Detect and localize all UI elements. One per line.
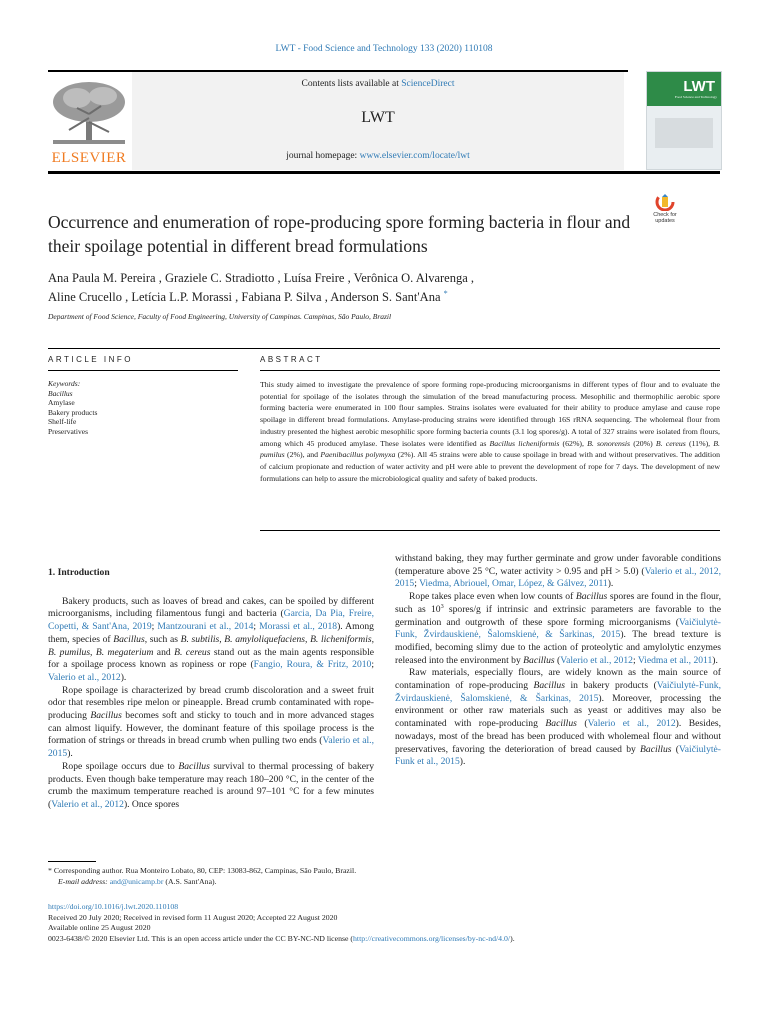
received-dates: Received 20 July 2020; Received in revised form 11 August 2020; Accepted 22 August 2020	[48, 912, 338, 922]
citation-link[interactable]: Valerio et al., 2012, 2015	[395, 565, 721, 590]
citation-link[interactable]: Garcia, Da Pia, Freire, Copetti, & Sant'Ana, 2019	[48, 608, 374, 633]
homepage-prefix: journal homepage:	[286, 151, 360, 161]
abstract-text	[260, 379, 720, 484]
intro-left-column	[48, 567, 374, 812]
email-label: E-mail address:	[58, 876, 110, 886]
license-prefix: 0023-6438/© 2020 Elsevier Ltd. This is an open access article under the CC BY-NC-ND license (	[48, 933, 354, 943]
abstract-species: B. sonorensis	[587, 438, 631, 448]
citation-link[interactable]: Valerio et al., 2012	[560, 654, 633, 666]
abstract-part: (2%). All 45 strains were able to cause spoilage in bread with and without preservatives. The addition of calcium propionate and reduction of water activity and pH were able to prevent the development of rope for 7 days. The development of new formulations can help to assure the microbiological quality and safety of baked products.	[260, 450, 721, 483]
keyword-item: Amylase	[48, 398, 75, 408]
abstract-part: (11%),	[685, 438, 714, 448]
cover-image	[655, 118, 713, 148]
check-for-line2: updates	[655, 218, 675, 224]
check-for-updates-badge[interactable]	[647, 193, 683, 224]
body-paragraph: Rope spoilage is characterized by bread crumb discoloration and a sweet fruit odor that resembles ripe melon or pineapple. Bread crumb contaminated with rope-producing Bacillus becomes soft and sticky to touch and in more advanced stages can almost liquify. However, the dominant feature of this spoilage process is the formation of strings or threads in bread crumb when pulling two ends (Valerio et al., 2015).	[48, 684, 374, 760]
inline-text: B. cereus	[174, 646, 211, 658]
author-email-link[interactable]: and@unicamp.br	[109, 876, 164, 886]
keyword-item: Shelf-life	[48, 417, 77, 427]
journal-name: LWT	[361, 109, 395, 126]
inline-text: 3	[440, 602, 444, 610]
inline-text: Bacillus	[178, 760, 210, 772]
keyword-item: Bakery products	[48, 407, 98, 417]
author-list	[48, 269, 708, 307]
abstract-rule	[260, 370, 720, 371]
license-suffix: ).	[510, 933, 515, 943]
contents-prefix: Contents lists available at	[301, 79, 402, 89]
affiliation: Department of Food Science, Faculty of Food Engineering, University of Campinas. Campinas, São Paulo, Brazil	[48, 312, 392, 321]
cover-title: LWT	[683, 78, 715, 95]
inline-text: Bacillus	[90, 710, 122, 722]
running-head[interactable]: LWT - Food Science and Technology 133 (2020) 110108	[275, 44, 493, 54]
homepage-line	[132, 151, 624, 161]
contents-line	[132, 79, 624, 89]
abstract-part: (62%),	[559, 438, 588, 448]
info-top-rule	[48, 348, 720, 349]
check-for-line1: Check for	[653, 212, 677, 218]
abstract-bottom-rule	[260, 530, 720, 531]
abstract-part: This study aimed to investigate the prevalence of spore forming rope-producing microorganisms in different types of flour and to evaluate the potential for spoilage of the isolates through the simulation of the bread manufacturing process. Mesophilic and thermophilic aerobic spore forming bacteria were enumerated in 100 flour samples. Strains isolates were evaluated for their ability to produce amylase and cause rope spoilage in different bread formulations. Amylase-producing strains were identified through 16S rRNA sequencing. The wholemeal flour from industry presented the highest aerobic mesophilic spore forming bacteria counts (3.1 log spores/g). A total of 327 strains were isolated from flours, among which 45 produced amylase. These isolates were identified as	[260, 380, 720, 448]
abstract-species: Paenibacillus polymyxa	[320, 450, 396, 460]
citation-link[interactable]: Valerio et al., 2012	[48, 671, 121, 683]
license-line	[48, 934, 748, 945]
authors-line-1: Ana Paula M. Pereira , Graziele C. Stradiotto , Luísa Freire , Verônica O. Alvarenga ,	[48, 271, 475, 285]
body-paragraph: Rope takes place even when low counts of Bacillus spores are found in the flour, such as $10^3$ spores/g if intrinsic and extrinsic parameters are favorable to the germination and outgrowth of these spore forming microorganisms (Vaičiulytė-Funk, Žvirdauskienė, Šalomskienė, & Šarkinas, 2015). The bread texture is modified, becoming slimy due to the action of proteolytic and amylolytic enzymes released into the environment by Bacillus (Valerio et al., 2012; Viedma et al., 2011).	[395, 591, 721, 666]
article-info-heading: ARTICLE INFO	[48, 355, 133, 364]
inline-text: Bacillus	[575, 591, 608, 603]
inline-text: Bacillus	[523, 654, 555, 666]
cover-subtitle: Food Science and Technology	[674, 95, 717, 99]
authors-line-2	[48, 288, 708, 307]
abstract-part: (2%), and	[284, 450, 321, 460]
keywords-label: Keywords:	[48, 379, 81, 388]
article-info-rule	[48, 370, 238, 371]
authors-line-2-text: Aline Crucello , Letícia L.P. Morassi , Fabiana P. Silva , Anderson S. Sant'Ana	[48, 290, 444, 304]
sciencedirect-link[interactable]: ScienceDirect	[401, 79, 455, 89]
citation-link[interactable]: Vaičiulytė-Funk, Žvirdauskienė, Šalomskienė, & Šarkinas, 2015	[395, 680, 721, 704]
doi-link[interactable]: https://doi.org/10.1016/j.lwt.2020.110108	[48, 902, 179, 911]
body-paragraph: Bakery products, such as loaves of bread and cakes, can be spoiled by different microorganisms, including filamentous fungi and bacteria (Garcia, Da Pia, Freire, Copetti, & Sant'Ana, 2019; Mantzourani et al., 2014; Morassi et al., 2018). Among them, species of Bacillus, such as B. subtilis, B. amyloliquefaciens, B. licheniformis, B. pumilus, B. megaterium and B. cereus stand out as the main agents responsible for a spoilage process known as ropiness or rope (Fangio, Roura, & Fritz, 2010; Valerio et al., 2012).	[48, 595, 375, 683]
intro-right-column	[395, 553, 721, 769]
citation-link[interactable]: Viedma, Abriouel, Omar, López, & Gálvez, 2011	[419, 578, 608, 590]
footnote	[48, 866, 720, 887]
citation-link[interactable]: Valerio et al., 2012	[587, 718, 676, 730]
intro-right-body	[395, 553, 721, 769]
abstract-species: B. cereus	[655, 438, 686, 448]
abstract-part: (20%)	[630, 438, 656, 448]
abstract-heading: ABSTRACT	[260, 355, 323, 364]
inline-text: B. subtilis, B. amyloliquefaciens, B. licheniformis, B. pumilus, B. megaterium	[48, 633, 375, 658]
citation-link[interactable]: Valerio et al., 2015	[48, 735, 374, 760]
journal-cover[interactable]	[646, 71, 722, 170]
inline-text: Bacillus	[533, 680, 565, 692]
abstract-species: Bacillus licheniformis	[489, 438, 560, 448]
abstract-species: B. pumilus	[260, 438, 720, 460]
citation-link[interactable]: Mantzourani et al., 2014	[157, 621, 254, 633]
inline-text: Bacillus	[113, 633, 145, 645]
citation-link[interactable]: Vaičiulytė-Funk et al., 2015	[395, 743, 721, 768]
citation-link[interactable]: Morassi et al., 2018	[259, 621, 338, 633]
intro-left-body	[48, 596, 374, 812]
header-rule-bottom	[48, 171, 720, 174]
publication-info	[48, 902, 748, 944]
check-for-updates-icon	[654, 193, 676, 211]
body-paragraph: withstand baking, they may further germinate and grow under favorable conditions (temperature above 25 °C, water activity > 0.95 and pH > 5.0) (Valerio et al., 2012, 2015; Viedma, Abriouel, Omar, López, & Gálvez, 2011).	[395, 553, 721, 590]
citation-link[interactable]: Fangio, Roura, & Fritz, 2010	[253, 659, 372, 671]
article-title: Occurrence and enumeration of rope-producing spore forming bacteria in flour and their spoilage potential in different bread formulations	[48, 212, 631, 256]
keyword-item: Preservatives	[48, 426, 88, 436]
citation-link[interactable]: Viedma et al., 2011	[637, 654, 713, 666]
elsevier-tree-logo-icon	[49, 78, 129, 148]
email-suffix: (A.S. Sant'Ana).	[163, 876, 217, 886]
email-line	[48, 877, 720, 888]
citation-link[interactable]: Vaičiulytė-Funk, Žvirdauskienė, Šalomskienė, & Šarkinas, 2015	[395, 616, 721, 641]
body-paragraph: Raw materials, especially flours, are widely known as the main source of contamination of rope-producing Bacillus in bakery products (Vaičiulytė-Funk, Žvirdauskienė, Šalomskienė, & Šarkinas, 2015). Moreover, processing the environment or other raw materials such as yeast or additives may also be contaminated with rope-producing Bacillus (Valerio et al., 2012). Besides, nowadays, most of the bread has been produced with wholemeal flour and without preservatives, favoring the deterioration of bread caused by Bacillus (Vaičiulytė-Funk et al., 2015).	[395, 667, 722, 768]
corresponding-author-note: * Corresponding author. Rua Monteiro Lobato, 80, CEP: 13083-862, Campinas, São Paulo, Brazil.	[48, 866, 357, 875]
available-online: Available online 25 August 2020	[48, 923, 151, 932]
body-paragraph: Rope spoilage occurs due to Bacillus survival to thermal processing of bakery products. Even though bake temperature may reach 180–200 °C, in the center of the crumb the maximum temperature reached is around 97–101 °C for a few minutes (Valerio et al., 2012). Once spores	[48, 760, 375, 810]
journal-homepage-link[interactable]: www.elsevier.com/locate/lwt	[359, 151, 470, 161]
keyword-item: Bacillus	[48, 388, 73, 398]
inline-text: Bacillus	[545, 718, 577, 730]
elsevier-wordmark[interactable]: ELSEVIER	[51, 150, 127, 166]
license-link[interactable]: http://creativecommons.org/licenses/by-nc-nd/4.0/	[353, 933, 511, 943]
corresponding-author-mark[interactable]: *	[443, 288, 448, 298]
inline-text: Bacillus	[640, 743, 672, 755]
citation-link[interactable]: Valerio et al., 2012	[51, 798, 124, 810]
footnote-rule	[48, 861, 96, 862]
section-heading: 1. Introduction	[48, 567, 110, 578]
keywords-block	[48, 379, 238, 437]
